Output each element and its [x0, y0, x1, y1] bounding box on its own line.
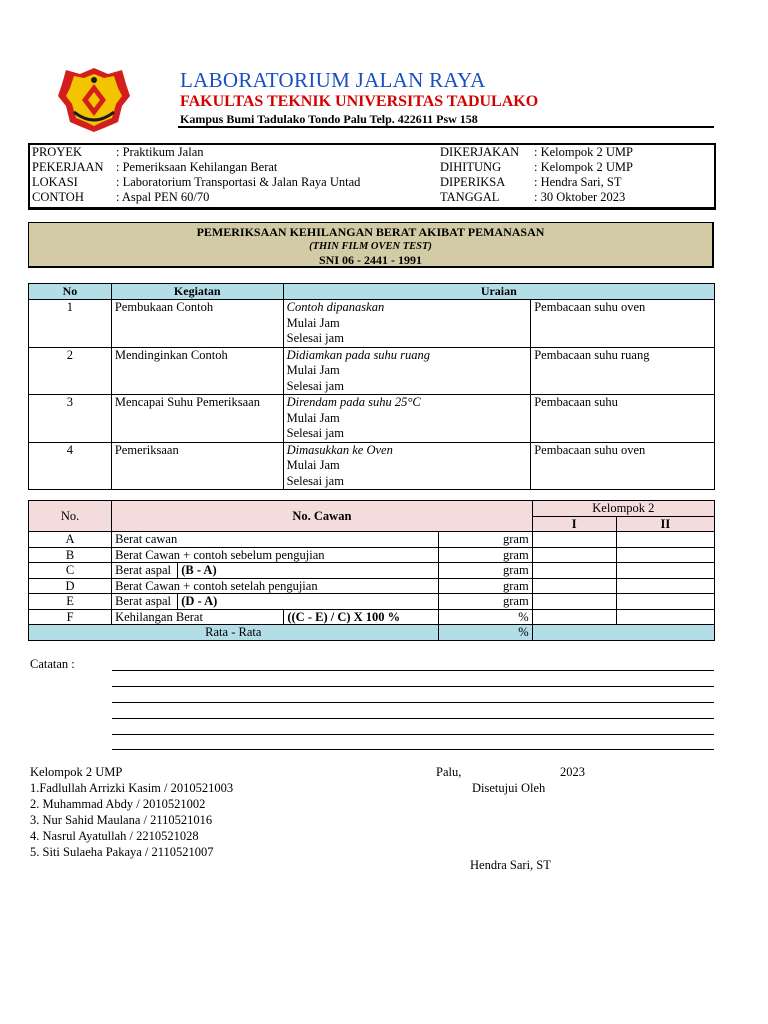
row-formula: (D - A) [178, 594, 438, 610]
cell-ii[interactable] [616, 594, 714, 610]
row-uraian [283, 300, 531, 348]
campus-address: Kampus Bumi Tadulako Tondo Palu Telp. 422611 Psw 158 [180, 112, 478, 126]
header-no: No [29, 284, 112, 300]
group-name: Kelompok 2 UMP [30, 765, 123, 779]
row-no: F [29, 609, 112, 625]
university-logo [56, 66, 132, 134]
row-kegiatan: Mencapai Suhu Pemeriksaan [111, 395, 283, 443]
average-row [29, 625, 715, 641]
note-line[interactable] [112, 718, 714, 719]
row-unit: % [438, 609, 532, 625]
note-line[interactable] [112, 734, 714, 735]
row-uraian [283, 442, 531, 490]
row-no [29, 347, 112, 395]
header-rule [178, 126, 714, 128]
info-value-pekerjaan: : Pemeriksaan Kehilangan Berat [116, 160, 278, 174]
row-pembacaan: Pembacaan suhu ruang [531, 347, 715, 395]
activity-header-row [29, 284, 715, 300]
row-desc: Berat aspal [112, 563, 178, 579]
header-uraian: Uraian [283, 284, 714, 300]
member-item: 4. Nasrul Ayatullah / 2210521028 [30, 829, 199, 843]
member-item: 1.Fadlullah Arrizki Kasim / 2010521003 [30, 781, 234, 795]
info-value-tanggal: : 30 Oktober 2023 [534, 190, 626, 204]
place-label: Palu, [436, 765, 462, 779]
header-ii: II [616, 516, 714, 532]
cell-ii[interactable] [616, 578, 714, 594]
info-label-lokasi: LOKASI [32, 175, 78, 189]
row-no-text: 4 [66, 442, 74, 457]
approved-label: Disetujui Oleh [472, 781, 546, 795]
signer-name: Hendra Sari, ST [470, 858, 551, 872]
measurement-table [28, 500, 715, 641]
row-kegiatan: Mendinginkan Contoh [111, 347, 283, 395]
note-line[interactable] [112, 702, 714, 703]
selesai-jam: Selesai jam [286, 473, 344, 488]
uraian-text: Direndam pada suhu 25°C [286, 395, 421, 409]
row-desc: Berat Cawan + contoh setelah pengujian [112, 578, 438, 594]
info-label-contoh: CONTOH [32, 190, 84, 204]
table-row [29, 609, 715, 625]
row-unit: gram [438, 563, 532, 579]
cell-i[interactable] [532, 563, 616, 579]
info-value-dikerjakan: : Kelompok 2 UMP [534, 145, 633, 159]
mulai-jam: Mulai Jam [286, 363, 340, 377]
selesai-jam: Selesai jam [286, 426, 344, 440]
info-label-tanggal: TANGGAL [440, 190, 500, 204]
row-pembacaan: Pembacaan suhu oven [531, 300, 715, 348]
cell-i[interactable] [532, 547, 616, 563]
table-row [29, 578, 715, 594]
info-value-contoh: : Aspal PEN 60/70 [116, 190, 210, 204]
info-label-pekerjaan: PEKERJAAN [32, 160, 104, 174]
measurement-header-row [29, 501, 715, 517]
table-row [29, 563, 715, 579]
year-label: 2023 [560, 765, 585, 779]
cell-ii[interactable] [616, 532, 714, 548]
table-row [29, 300, 715, 348]
info-value-diperiksa: : Hendra Sari, ST [534, 175, 622, 189]
test-subtitle: (THIN FILM OVEN TEST) [309, 241, 432, 252]
faculty-title: FAKULTAS TEKNIK UNIVERSITAS TADULAKO [180, 93, 539, 110]
info-value-dihitung: : Kelompok 2 UMP [534, 160, 633, 174]
row-formula: ((C - E) / C) X 100 % [284, 609, 438, 625]
mulai-jam: Mulai Jam [286, 458, 340, 472]
row-no-text: 3 [66, 395, 74, 409]
table-row [29, 532, 715, 548]
row-unit: gram [438, 532, 532, 548]
row-no [29, 442, 112, 490]
row-no: C [29, 563, 112, 579]
uraian-text: Contoh dipanaskan [286, 300, 385, 314]
test-standard: SNI 06 - 2441 - 1991 [318, 253, 422, 267]
row-pembacaan: Pembacaan suhu [531, 395, 715, 443]
row-no: A [29, 532, 112, 548]
row-kegiatan: Pembukaan Contoh [111, 300, 283, 348]
average-label: Rata - Rata [29, 625, 439, 641]
row-desc: Berat aspal [112, 594, 178, 610]
note-line[interactable] [112, 686, 714, 687]
member-item: 3. Nur Sahid Maulana / 2110521016 [30, 813, 213, 827]
uraian-text: Didiamkan pada suhu ruang [286, 347, 431, 362]
row-kegiatan: Pemeriksaan [111, 442, 283, 490]
row-uraian [283, 395, 531, 443]
lab-title: LABORATORIUM JALAN RAYA [180, 68, 486, 92]
row-no-text: 2 [66, 347, 74, 362]
info-label-dikerjakan: DIKERJAKAN [440, 145, 520, 159]
row-desc: Kehilangan Berat [112, 609, 284, 625]
row-unit: gram [438, 594, 532, 610]
member-item: 5. Siti Sulaeha Pakaya / 2110521007 [30, 845, 214, 859]
mulai-jam: Mulai Jam [286, 410, 340, 425]
table-row [29, 594, 715, 610]
row-no-text: 1 [66, 300, 74, 314]
test-title-box [28, 222, 714, 268]
header-no: No. [29, 501, 112, 532]
info-label-diperiksa: DIPERIKSA [440, 175, 506, 189]
row-no [29, 300, 112, 348]
row-unit: gram [438, 547, 532, 563]
cell-i[interactable] [532, 594, 616, 610]
uraian-text: Dimasukkan ke Oven [286, 442, 393, 457]
row-no [29, 395, 112, 443]
header-kelompok: Kelompok 2 [532, 501, 714, 517]
header-kegiatan: Kegiatan [111, 284, 283, 300]
table-row [29, 547, 715, 563]
mulai-jam: Mulai Jam [286, 315, 340, 330]
info-label-proyek: PROYEK [32, 145, 83, 159]
notes-label: Catatan : [30, 657, 75, 671]
info-value-proyek: : Praktikum Jalan [116, 145, 204, 159]
activity-table [28, 283, 715, 490]
table-row [29, 395, 715, 443]
row-no: B [29, 547, 112, 563]
info-label-dihitung: DIHITUNG [440, 160, 502, 174]
average-value[interactable] [532, 625, 714, 641]
note-line[interactable] [112, 670, 714, 671]
test-title: PEMERIKSAAN KEHILANGAN BERAT AKIBAT PEMANASAN [196, 225, 545, 239]
cell-i[interactable] [532, 578, 616, 594]
row-formula: (B - A) [178, 563, 438, 579]
member-item: 2. Muhammad Abdy / 2010521002 [30, 797, 206, 811]
row-no: E [29, 594, 112, 610]
row-pembacaan: Pembacaan suhu oven [531, 442, 715, 490]
info-value-lokasi: : Laboratorium Transportasi & Jalan Raya Untad [116, 175, 361, 189]
cell-ii[interactable] [616, 547, 714, 563]
selesai-jam: Selesai jam [286, 378, 344, 393]
cell-ii[interactable] [616, 563, 714, 579]
average-unit: % [438, 625, 532, 641]
table-row [29, 442, 715, 490]
selesai-jam: Selesai jam [286, 331, 344, 345]
row-uraian [283, 347, 531, 395]
project-info-box [28, 143, 716, 210]
cell-ii[interactable] [616, 609, 714, 625]
header-cawan: No. Cawan [112, 501, 533, 532]
row-no: D [29, 578, 112, 594]
group-members [30, 764, 233, 860]
row-desc: Berat Cawan + contoh sebelum pengujian [112, 547, 438, 563]
cell-i[interactable] [532, 532, 616, 548]
table-row [29, 347, 715, 395]
cell-i[interactable] [532, 609, 616, 625]
row-unit: gram [438, 578, 532, 594]
note-line[interactable] [112, 749, 714, 750]
row-desc: Berat cawan [112, 532, 438, 548]
header-i: I [532, 516, 616, 532]
